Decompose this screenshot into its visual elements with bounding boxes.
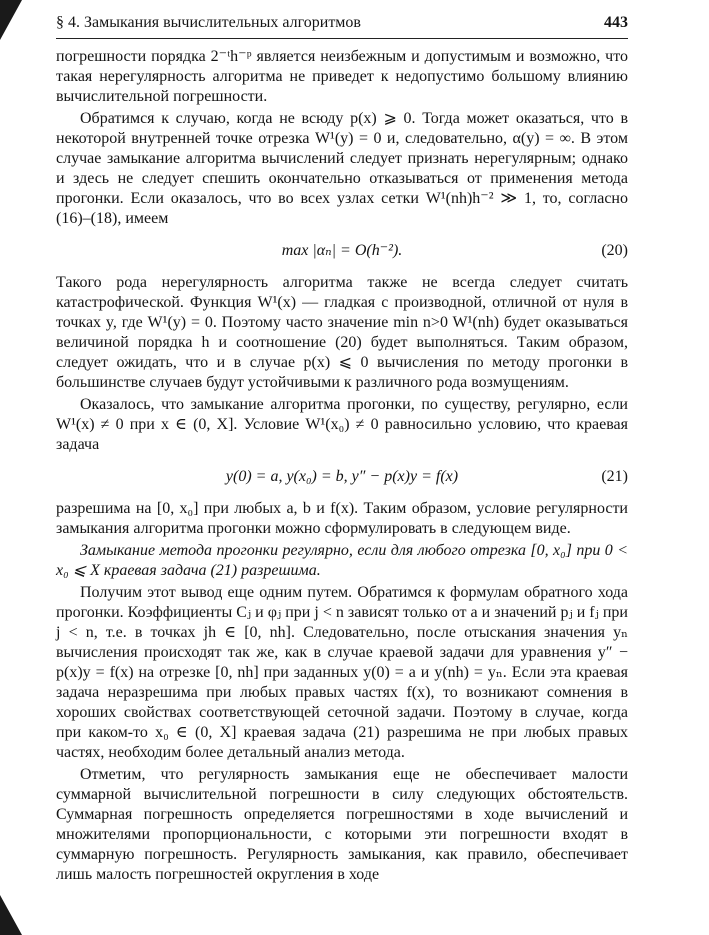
equation-21-number: (21) xyxy=(601,468,628,485)
header-rule xyxy=(56,38,628,39)
page-number: 443 xyxy=(604,14,628,31)
scan-shadow-top xyxy=(0,0,22,40)
paragraph-continuation: погрешности порядка 2⁻ᵗh⁻ᵖ является неизбежным и допустимым и возможно, что такая нерегулярность алгоритма не приведет к недопустимо большому влиянию вычислительной погрешности. xyxy=(56,48,628,105)
equation-20 xyxy=(56,229,628,273)
paragraph-p-case: Обратимся к случаю, когда не всюду p(x) ⩾ 0. Тогда может оказаться, что в некоторой внутренней точке отрезка W¹(y) = 0 и, следовательно, α(y) = ∞. В этом случае замыкание алгоритма вычислений следует признать нерегулярным; однако и здесь не следует спешить окончательно отказываться от применения метода прогонки. Если оказалось, что во всех узлах сетки W¹(nh)h⁻² ≫ 1, то, согласно (16)–(18), имеем xyxy=(56,110,628,227)
equation-21 xyxy=(56,455,628,499)
paragraph-irregularity: Такого рода нерегулярность алгоритма также не всегда следует считать катастрофической. Функция W¹(x) — гладкая с производной, отличной от нуля в точках y, где W¹(y) = 0. Поэтому часто значение min n>0 W¹(nh) будет оказываться величиной порядка h и соотношение (20) будет выполняться. Таким образом, следует ожидать, что и в случае p(x) ⩽ 0 вычисления по методу прогонки в большинстве случаев будут устойчивыми к различного рода возмущениям. xyxy=(56,274,628,391)
paragraph-statement: Замыкание метода прогонки регулярно, если для любого отрезка [0, x₀] при 0 < x₀ ⩽ X краевая задача (21) разрешима. xyxy=(56,542,628,579)
equation-20-formula: max |αₙ| = O(h⁻²). xyxy=(281,242,403,259)
paragraph-solvable: разрешима на [0, x₀] при любых a, b и f(x). Таким образом, условие регулярности замыкания алгоритма прогонки можно сформулировать в следующем виде. xyxy=(56,500,628,537)
running-header xyxy=(56,14,628,38)
equation-21-formula: y(0) = a, y(x₀) = b, y″ − p(x)y = f(x) xyxy=(225,468,459,485)
scan-shadow-bottom xyxy=(0,895,22,935)
equation-20-number: (20) xyxy=(601,242,628,259)
paragraph-regular-closure: Оказалось, что замыкание алгоритма прогонки, по существу, регулярно, если W¹(x) ≠ 0 при x ∈ (0, X]. Условие W¹(x₀) ≠ 0 равносильно условию, что краевая задача xyxy=(56,396,628,453)
paragraph-total-error: Отметим, что регулярность замыкания еще не обеспечивает малости суммарной вычислительной погрешности в силу следующих обстоятельств. Суммарная погрешность определяется погрешностями в ходе вычислений и множителями пропорциональности, с которыми эти погрешности входят в суммарную погрешность. Регулярность замыкания, как правило, обеспечивает лишь малость погрешностей округления в ходе xyxy=(56,766,628,883)
page-body xyxy=(56,47,628,885)
section-title: § 4. Замыкания вычислительных алгоритмов xyxy=(56,14,361,31)
paragraph-backward-sweep: Получим этот вывод еще одним путем. Обратимся к формулам обратного хода прогонки. Коэффициенты Cⱼ и φⱼ при j < n зависят только от a и значений pⱼ и fⱼ при j < n, т.е. в точках jh ∈ [0, nh]. Следовательно, после отыскания значения yₙ вычисления происходят так же, как в случае краевой задачи для уравнения y″ − p(x)y = f(x) на отрезке [0, nh] при заданных y(0) = a и y(nh) = yₙ. Если эта краевая задача неразрешима при любых правых частях f(x), то возникают сомнения в хороших свойствах соответствующей сеточной задачи. Поэтому в случае, когда при каком-то x₀ ∈ (0, X] краевая задача (21) разрешима не при любых правых частях, необходим более детальный анализ метода. xyxy=(56,584,628,761)
